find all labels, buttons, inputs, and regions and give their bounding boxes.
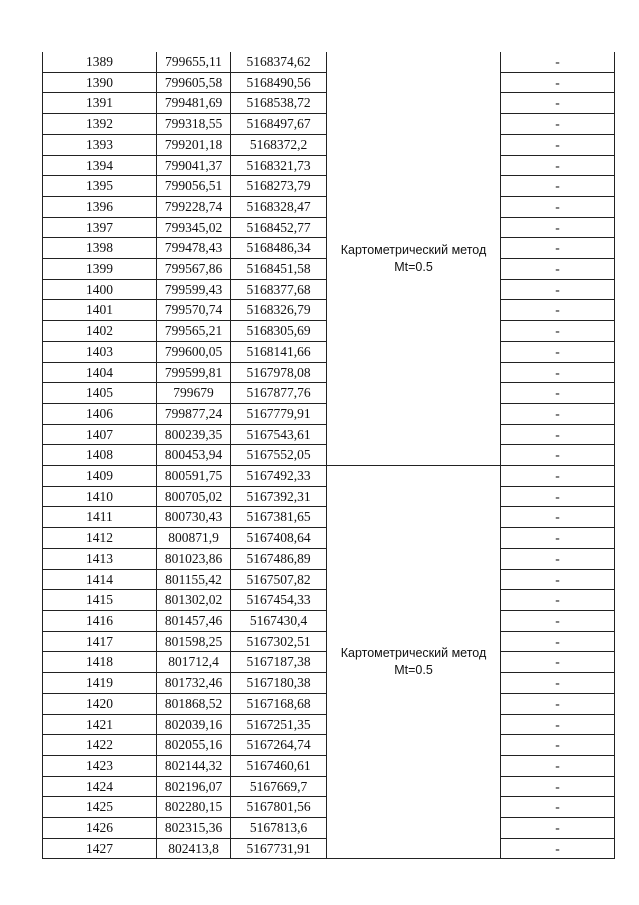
method-accuracy: Mt=0.5	[394, 663, 433, 678]
point-number-cell: 1424	[43, 776, 157, 797]
point-number-cell: 1394	[43, 155, 157, 176]
point-number-cell: 1407	[43, 424, 157, 445]
note-cell: -	[501, 631, 615, 652]
y-coordinate-cell: 5167552,05	[231, 445, 327, 466]
point-number-cell: 1427	[43, 838, 157, 859]
note-cell: -	[501, 403, 615, 424]
y-coordinate-cell: 5168538,72	[231, 93, 327, 114]
point-number-cell: 1396	[43, 196, 157, 217]
x-coordinate-cell: 802413,8	[157, 838, 231, 859]
y-coordinate-cell: 5167492,33	[231, 466, 327, 487]
x-coordinate-cell: 800730,43	[157, 507, 231, 528]
note-cell: -	[501, 735, 615, 756]
point-number-cell: 1409	[43, 466, 157, 487]
y-coordinate-cell: 5167486,89	[231, 548, 327, 569]
point-number-cell: 1406	[43, 403, 157, 424]
y-coordinate-cell: 5168486,34	[231, 238, 327, 259]
note-cell: -	[501, 466, 615, 487]
point-number-cell: 1399	[43, 259, 157, 280]
x-coordinate-cell: 799056,51	[157, 176, 231, 197]
y-coordinate-cell: 5167978,08	[231, 362, 327, 383]
note-cell: -	[501, 590, 615, 611]
y-coordinate-cell: 5168451,58	[231, 259, 327, 280]
x-coordinate-cell: 799228,74	[157, 196, 231, 217]
x-coordinate-cell: 799599,43	[157, 279, 231, 300]
x-coordinate-cell: 800453,94	[157, 445, 231, 466]
point-number-cell: 1390	[43, 72, 157, 93]
x-coordinate-cell: 801598,25	[157, 631, 231, 652]
y-coordinate-cell: 5167669,7	[231, 776, 327, 797]
note-cell: -	[501, 383, 615, 404]
y-coordinate-cell: 5168273,79	[231, 176, 327, 197]
y-coordinate-cell: 5167392,31	[231, 486, 327, 507]
note-cell: -	[501, 693, 615, 714]
note-cell: -	[501, 797, 615, 818]
x-coordinate-cell: 801302,02	[157, 590, 231, 611]
point-number-cell: 1403	[43, 341, 157, 362]
point-number-cell: 1425	[43, 797, 157, 818]
method-name: Картометрический метод	[340, 646, 487, 661]
point-number-cell: 1395	[43, 176, 157, 197]
point-number-cell: 1389	[43, 52, 157, 72]
x-coordinate-cell: 801457,46	[157, 610, 231, 631]
note-cell: -	[501, 818, 615, 839]
point-number-cell: 1419	[43, 673, 157, 694]
note-cell: -	[501, 776, 615, 797]
x-coordinate-cell: 802144,32	[157, 755, 231, 776]
x-coordinate-cell: 802315,36	[157, 818, 231, 839]
point-number-cell: 1412	[43, 528, 157, 549]
point-number-cell: 1426	[43, 818, 157, 839]
x-coordinate-cell: 799599,81	[157, 362, 231, 383]
x-coordinate-cell: 800591,75	[157, 466, 231, 487]
point-number-cell: 1413	[43, 548, 157, 569]
y-coordinate-cell: 5167408,64	[231, 528, 327, 549]
y-coordinate-cell: 5168321,73	[231, 155, 327, 176]
point-number-cell: 1397	[43, 217, 157, 238]
y-coordinate-cell: 5167168,68	[231, 693, 327, 714]
method-name: Картометрический метод	[340, 242, 487, 257]
note-cell: -	[501, 424, 615, 445]
point-number-cell: 1410	[43, 486, 157, 507]
note-cell: -	[501, 755, 615, 776]
x-coordinate-cell: 799201,18	[157, 134, 231, 155]
note-cell: -	[501, 217, 615, 238]
note-cell: -	[501, 652, 615, 673]
point-number-cell: 1401	[43, 300, 157, 321]
x-coordinate-cell: 801023,86	[157, 548, 231, 569]
y-coordinate-cell: 5167813,6	[231, 818, 327, 839]
point-number-cell: 1422	[43, 735, 157, 756]
y-coordinate-cell: 5168328,47	[231, 196, 327, 217]
y-coordinate-cell: 5168452,77	[231, 217, 327, 238]
y-coordinate-cell: 5167381,65	[231, 507, 327, 528]
y-coordinate-cell: 5167801,56	[231, 797, 327, 818]
y-coordinate-cell: 5167302,51	[231, 631, 327, 652]
note-cell: -	[501, 838, 615, 859]
table-row	[43, 466, 615, 487]
note-cell: -	[501, 548, 615, 569]
x-coordinate-cell: 799600,05	[157, 341, 231, 362]
point-number-cell: 1393	[43, 134, 157, 155]
note-cell: -	[501, 238, 615, 259]
note-cell: -	[501, 52, 615, 72]
note-cell: -	[501, 321, 615, 342]
x-coordinate-cell: 802196,07	[157, 776, 231, 797]
x-coordinate-cell: 799041,37	[157, 155, 231, 176]
y-coordinate-cell: 5168141,66	[231, 341, 327, 362]
y-coordinate-cell: 5168374,62	[231, 52, 327, 72]
y-coordinate-cell: 5167264,74	[231, 735, 327, 756]
y-coordinate-cell: 5167187,38	[231, 652, 327, 673]
point-number-cell: 1405	[43, 383, 157, 404]
x-coordinate-cell: 799478,43	[157, 238, 231, 259]
y-coordinate-cell: 5167543,61	[231, 424, 327, 445]
point-number-cell: 1400	[43, 279, 157, 300]
note-cell: -	[501, 341, 615, 362]
coordinates-table	[42, 52, 615, 859]
y-coordinate-cell: 5167251,35	[231, 714, 327, 735]
note-cell: -	[501, 279, 615, 300]
note-cell: -	[501, 155, 615, 176]
note-cell: -	[501, 176, 615, 197]
note-cell: -	[501, 72, 615, 93]
note-cell: -	[501, 610, 615, 631]
y-coordinate-cell: 5168326,79	[231, 300, 327, 321]
x-coordinate-cell: 799345,02	[157, 217, 231, 238]
point-number-cell: 1392	[43, 114, 157, 135]
method-cell	[327, 52, 501, 466]
point-number-cell: 1418	[43, 652, 157, 673]
y-coordinate-cell: 5168377,68	[231, 279, 327, 300]
note-cell: -	[501, 714, 615, 735]
note-cell: -	[501, 673, 615, 694]
note-cell: -	[501, 528, 615, 549]
x-coordinate-cell: 799877,24	[157, 403, 231, 424]
x-coordinate-cell: 799567,86	[157, 259, 231, 280]
y-coordinate-cell: 5168372,2	[231, 134, 327, 155]
y-coordinate-cell: 5167877,76	[231, 383, 327, 404]
point-number-cell: 1398	[43, 238, 157, 259]
y-coordinate-cell: 5167779,91	[231, 403, 327, 424]
x-coordinate-cell: 800705,02	[157, 486, 231, 507]
point-number-cell: 1417	[43, 631, 157, 652]
point-number-cell: 1420	[43, 693, 157, 714]
note-cell: -	[501, 196, 615, 217]
x-coordinate-cell: 799655,11	[157, 52, 231, 72]
point-number-cell: 1416	[43, 610, 157, 631]
note-cell: -	[501, 300, 615, 321]
point-number-cell: 1408	[43, 445, 157, 466]
note-cell: -	[501, 134, 615, 155]
x-coordinate-cell: 801155,42	[157, 569, 231, 590]
y-coordinate-cell: 5167180,38	[231, 673, 327, 694]
note-cell: -	[501, 507, 615, 528]
note-cell: -	[501, 114, 615, 135]
x-coordinate-cell: 799679	[157, 383, 231, 404]
x-coordinate-cell: 801732,46	[157, 673, 231, 694]
method-accuracy: Mt=0.5	[394, 259, 433, 274]
x-coordinate-cell: 799565,21	[157, 321, 231, 342]
note-cell: -	[501, 569, 615, 590]
y-coordinate-cell: 5168490,56	[231, 72, 327, 93]
y-coordinate-cell: 5167454,33	[231, 590, 327, 611]
y-coordinate-cell: 5167430,4	[231, 610, 327, 631]
note-cell: -	[501, 93, 615, 114]
x-coordinate-cell: 799481,69	[157, 93, 231, 114]
point-number-cell: 1404	[43, 362, 157, 383]
x-coordinate-cell: 802280,15	[157, 797, 231, 818]
point-number-cell: 1411	[43, 507, 157, 528]
note-cell: -	[501, 486, 615, 507]
y-coordinate-cell: 5168497,67	[231, 114, 327, 135]
y-coordinate-cell: 5168305,69	[231, 321, 327, 342]
x-coordinate-cell: 801868,52	[157, 693, 231, 714]
x-coordinate-cell: 802055,16	[157, 735, 231, 756]
y-coordinate-cell: 5167507,82	[231, 569, 327, 590]
point-number-cell: 1414	[43, 569, 157, 590]
point-number-cell: 1421	[43, 714, 157, 735]
x-coordinate-cell: 799605,58	[157, 72, 231, 93]
x-coordinate-cell: 800871,9	[157, 528, 231, 549]
point-number-cell: 1415	[43, 590, 157, 611]
x-coordinate-cell: 799570,74	[157, 300, 231, 321]
table-row	[43, 52, 615, 72]
note-cell: -	[501, 259, 615, 280]
point-number-cell: 1391	[43, 93, 157, 114]
point-number-cell: 1423	[43, 755, 157, 776]
note-cell: -	[501, 362, 615, 383]
method-cell	[327, 466, 501, 859]
x-coordinate-cell: 802039,16	[157, 714, 231, 735]
y-coordinate-cell: 5167731,91	[231, 838, 327, 859]
x-coordinate-cell: 800239,35	[157, 424, 231, 445]
x-coordinate-cell: 801712,4	[157, 652, 231, 673]
x-coordinate-cell: 799318,55	[157, 114, 231, 135]
point-number-cell: 1402	[43, 321, 157, 342]
coordinates-table-body	[43, 52, 615, 859]
note-cell: -	[501, 445, 615, 466]
y-coordinate-cell: 5167460,61	[231, 755, 327, 776]
